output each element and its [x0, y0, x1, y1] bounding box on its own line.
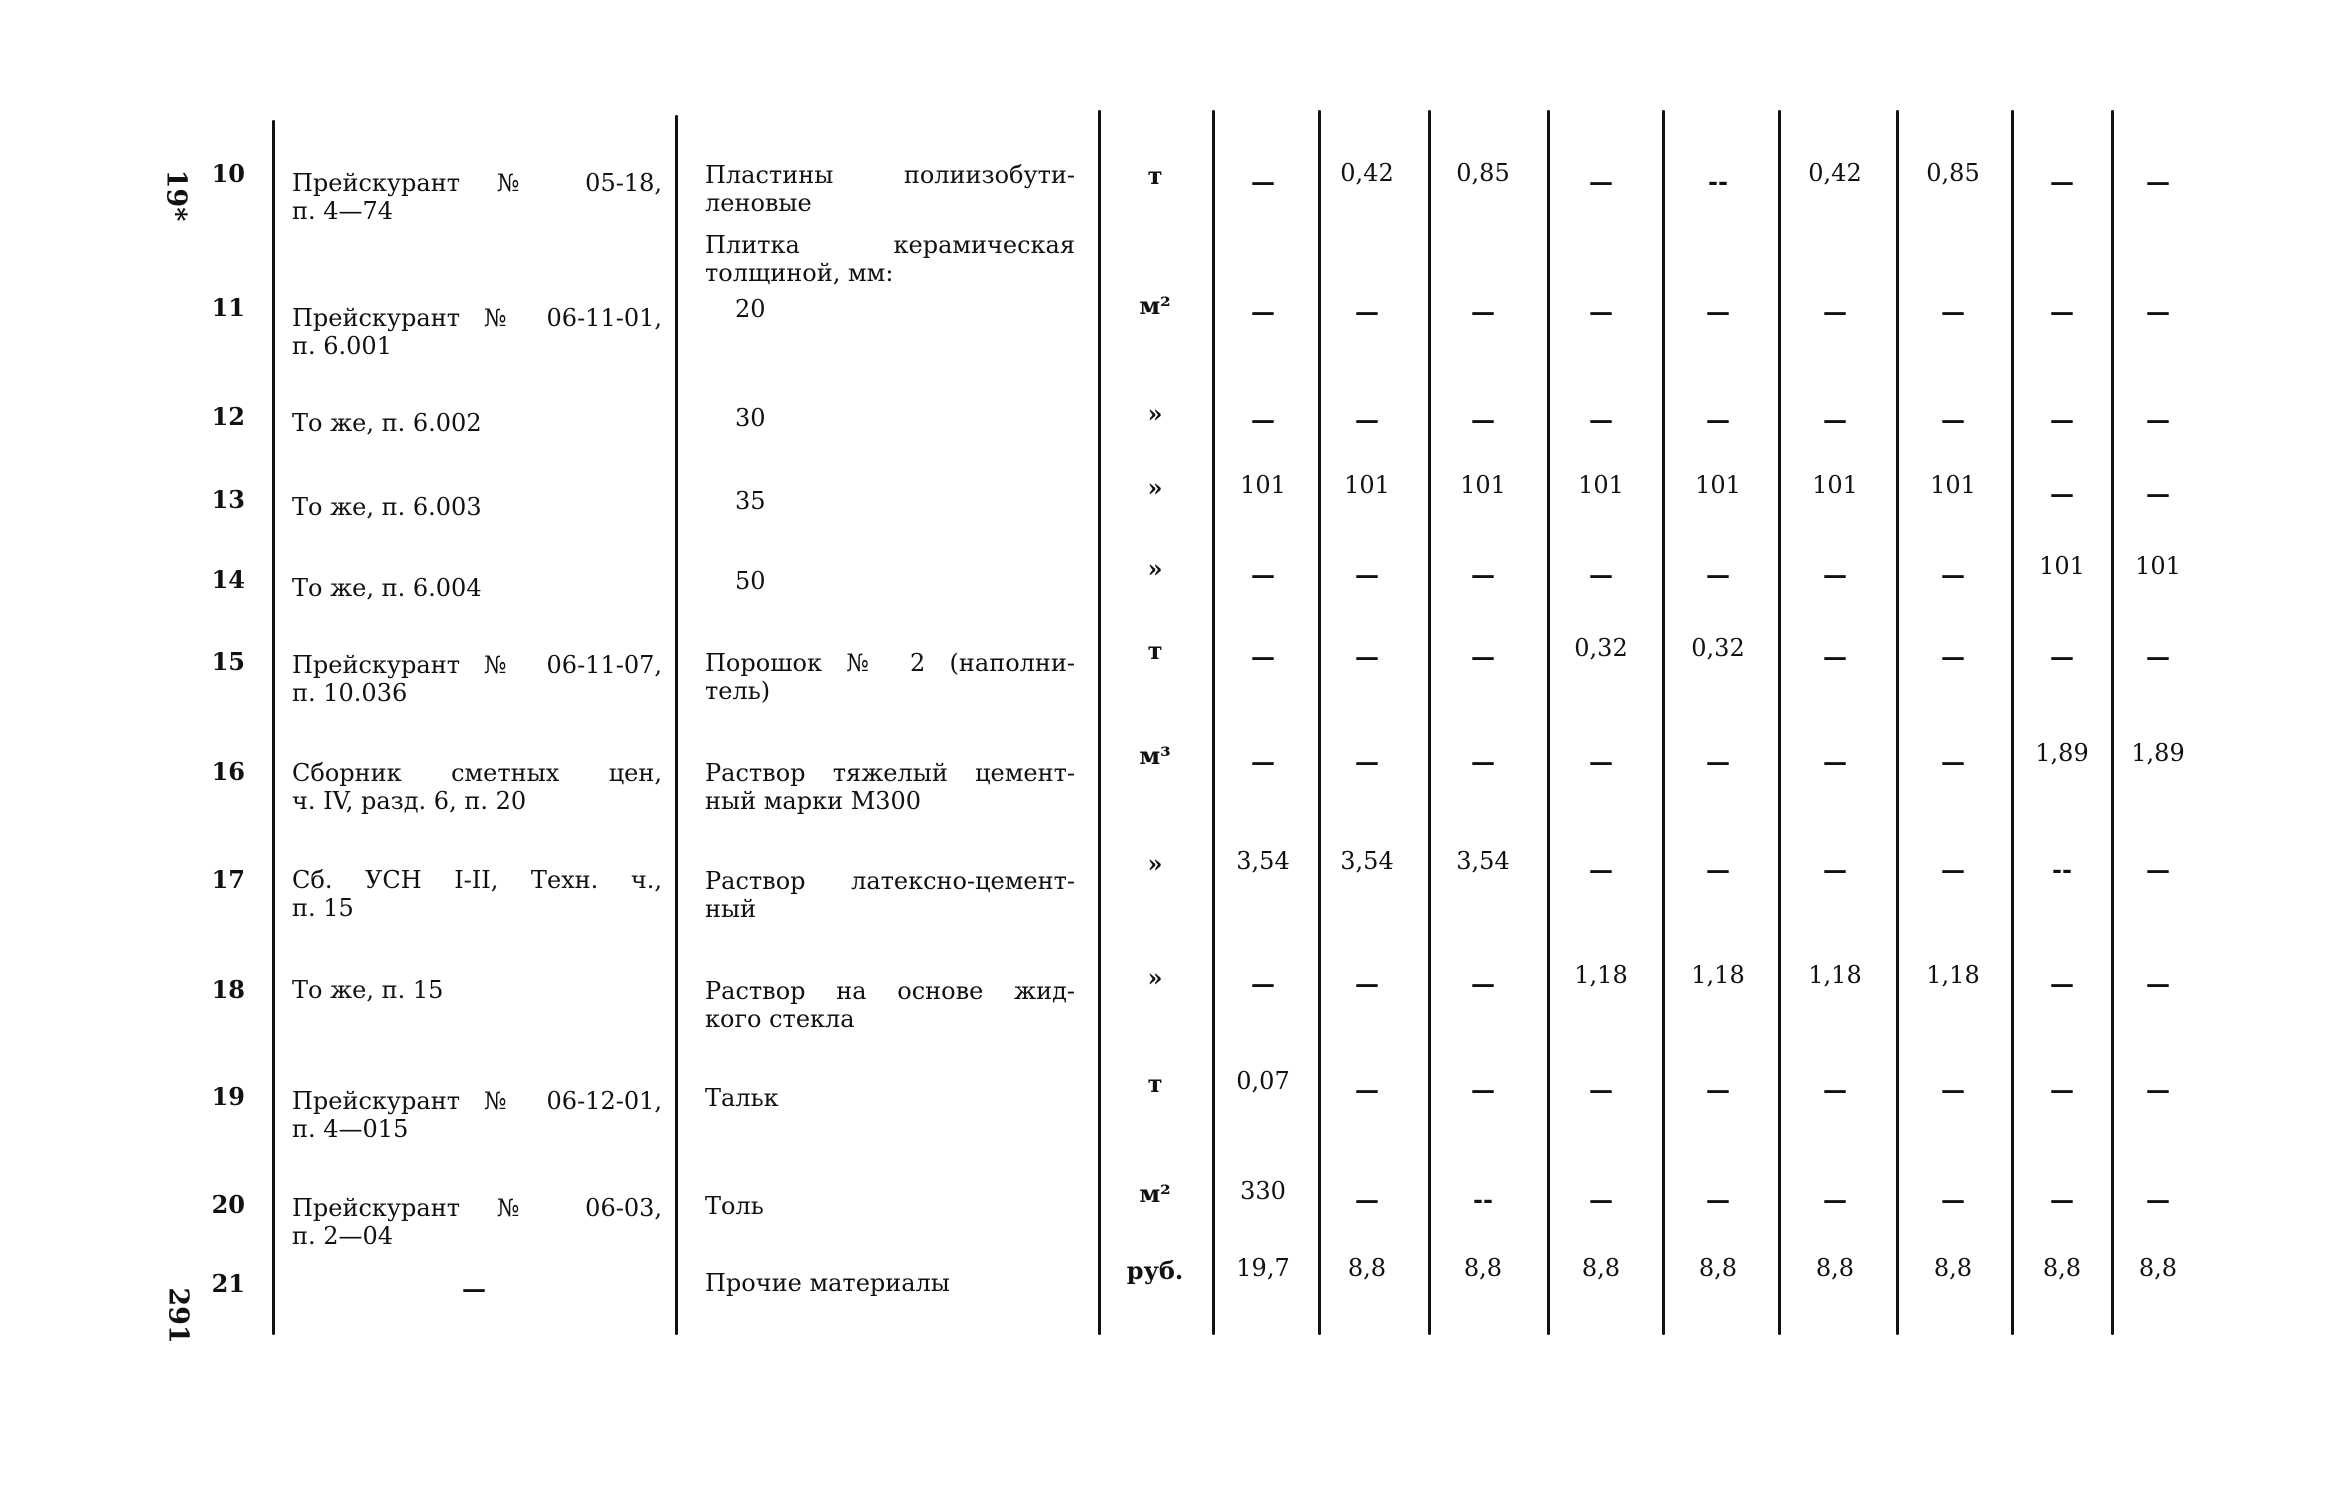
- quantity-value: —: [1941, 747, 1965, 776]
- material-name: Раствор латексно-цемент-: [705, 867, 1075, 895]
- quantity-value: 0,32: [1574, 634, 1628, 662]
- quantity-value: —: [1471, 560, 1495, 589]
- quantity-value: --: [2052, 855, 2072, 884]
- quantity-value: 101: [2039, 552, 2085, 580]
- quantity-value: —: [2050, 1185, 2074, 1214]
- quantity-value: —: [1589, 167, 1613, 196]
- quantity-value: —: [1251, 642, 1275, 671]
- material-name: 30: [735, 404, 766, 432]
- quantity-value: —: [1355, 969, 1379, 998]
- row-number: 21: [211, 1269, 245, 1298]
- quantity-value: —: [2146, 969, 2170, 998]
- material-name: Толь: [705, 1192, 764, 1220]
- source-reference: Сборник сметных цен,: [292, 759, 662, 787]
- quantity-value: —: [1823, 642, 1847, 671]
- material-name: 50: [735, 567, 766, 595]
- quantity-value: 0,85: [1456, 159, 1510, 187]
- quantity-value: —: [1706, 855, 1730, 884]
- quantity-value: 0,42: [1340, 159, 1394, 187]
- material-name: Порошок № 2 (наполни-: [705, 649, 1075, 677]
- row-number: 14: [211, 565, 245, 594]
- quantity-value: 8,8: [2138, 1254, 2178, 1282]
- source-reference: То же, п. 6.003: [292, 493, 482, 521]
- quantity-value: 8,8: [1463, 1254, 1503, 1282]
- material-name: Раствор на основе жид-: [705, 977, 1075, 1005]
- quantity-value: 8,8: [1933, 1254, 1973, 1282]
- column-rule: [1896, 110, 1899, 1335]
- quantity-value: —: [2050, 642, 2074, 671]
- quantity-value: —: [2050, 405, 2074, 434]
- quantity-value: 8,8: [1581, 1254, 1621, 1282]
- quantity-value: 101: [1812, 471, 1858, 499]
- quantity-value: 101: [1240, 471, 1286, 499]
- quantity-value: 3,54: [1236, 847, 1290, 875]
- quantity-value: —: [1355, 1075, 1379, 1104]
- quantity-value: —: [1941, 642, 1965, 671]
- material-name: Плитка керамическая: [705, 231, 1075, 259]
- source-reference: п. 15: [292, 894, 354, 922]
- quantity-value: —: [1471, 297, 1495, 326]
- quantity-value: 8,8: [1347, 1254, 1387, 1282]
- column-rule: [272, 120, 275, 1335]
- unit-of-measure: т: [1147, 161, 1163, 190]
- material-name: Тальк: [705, 1084, 779, 1112]
- column-rule: [1098, 110, 1101, 1335]
- quantity-value: 8,8: [1815, 1254, 1855, 1282]
- quantity-value: —: [1941, 1185, 1965, 1214]
- quantity-value: —: [1706, 297, 1730, 326]
- quantity-value: —: [2050, 297, 2074, 326]
- quantity-value: 0,42: [1808, 159, 1862, 187]
- quantity-value: —: [2146, 479, 2170, 508]
- quantity-value: —: [1355, 405, 1379, 434]
- unit-of-measure: »: [1147, 473, 1163, 502]
- quantity-value: —: [1251, 747, 1275, 776]
- source-reference: Прейскурант № 06-11-01,: [292, 304, 662, 332]
- quantity-value: —: [1589, 1075, 1613, 1104]
- quantity-value: —: [2146, 642, 2170, 671]
- quantity-value: —: [1251, 297, 1275, 326]
- row-number: 10: [211, 159, 245, 188]
- source-reference: п. 6.001: [292, 332, 392, 360]
- unit-of-measure: »: [1147, 849, 1163, 878]
- quantity-value: 330: [1240, 1177, 1286, 1205]
- quantity-value: —: [2050, 479, 2074, 508]
- quantity-value: 101: [1578, 471, 1624, 499]
- quantity-value: —: [2146, 405, 2170, 434]
- material-name: леновые: [705, 189, 812, 217]
- quantity-value: —: [1941, 560, 1965, 589]
- quantity-value: 8,8: [2042, 1254, 2082, 1282]
- quantity-value: 1,18: [1926, 961, 1980, 989]
- quantity-value: —: [1471, 1075, 1495, 1104]
- unit-of-measure: т: [1147, 1069, 1163, 1098]
- row-number: 16: [211, 757, 245, 786]
- source-reference: Прейскурант № 05-18,: [292, 169, 662, 197]
- quantity-value: —: [1251, 969, 1275, 998]
- unit-of-measure: т: [1147, 636, 1163, 665]
- column-rule: [1212, 110, 1215, 1335]
- source-reference: п. 4—74: [292, 197, 394, 225]
- quantity-value: —: [2050, 1075, 2074, 1104]
- quantity-value: 101: [1695, 471, 1741, 499]
- material-name: тель): [705, 677, 771, 705]
- source-reference: п. 4—015: [292, 1115, 409, 1143]
- quantity-value: —: [1941, 855, 1965, 884]
- row-number: 15: [211, 647, 245, 676]
- quantity-value: —: [1355, 560, 1379, 589]
- quantity-value: —: [1589, 297, 1613, 326]
- row-number: 11: [211, 293, 245, 322]
- material-name: кого стекла: [705, 1005, 855, 1033]
- material-name: Прочие материалы: [705, 1269, 950, 1297]
- quantity-value: —: [1589, 405, 1613, 434]
- column-rule: [2111, 110, 2114, 1335]
- quantity-value: --: [1473, 1185, 1493, 1214]
- source-reference: ч. IV, разд. 6, п. 20: [292, 787, 527, 815]
- quantity-value: —: [1471, 405, 1495, 434]
- quantity-value: —: [1941, 1075, 1965, 1104]
- source-reference: То же, п. 6.004: [292, 574, 482, 602]
- material-name: ный марки М300: [705, 787, 922, 815]
- quantity-value: —: [1589, 1185, 1613, 1214]
- quantity-value: 1,18: [1691, 961, 1745, 989]
- quantity-value: —: [1355, 1185, 1379, 1214]
- quantity-value: 0,32: [1691, 634, 1745, 662]
- quantity-value: —: [1706, 747, 1730, 776]
- quantity-value: —: [2146, 297, 2170, 326]
- material-name: 35: [735, 487, 766, 515]
- source-reference: п. 2—04: [292, 1222, 394, 1250]
- source-reference: Прейскурант № 06-03,: [292, 1194, 662, 1222]
- quantity-value: —: [1355, 642, 1379, 671]
- source-reference: п. 10.036: [292, 679, 408, 707]
- quantity-value: —: [1589, 747, 1613, 776]
- quantity-value: 1,18: [1808, 961, 1862, 989]
- unit-of-measure: »: [1147, 963, 1163, 992]
- quantity-value: —: [1706, 1185, 1730, 1214]
- source-reference: Прейскурант № 06-12-01,: [292, 1087, 662, 1115]
- quantity-value: —: [1823, 855, 1847, 884]
- quantity-value: —: [1251, 167, 1275, 196]
- material-name: ный: [705, 895, 757, 923]
- margin-label-bottom: 291: [162, 1287, 194, 1344]
- material-name: Пластины полиизобути-: [705, 161, 1075, 189]
- quantity-value: —: [1706, 405, 1730, 434]
- source-reference: —: [462, 1274, 486, 1303]
- quantity-value: —: [1589, 560, 1613, 589]
- quantity-value: —: [2050, 167, 2074, 196]
- quantity-value: —: [2146, 1185, 2170, 1214]
- column-rule: [1318, 110, 1321, 1335]
- quantity-value: —: [1823, 560, 1847, 589]
- quantity-value: 101: [1344, 471, 1390, 499]
- quantity-value: 0,07: [1236, 1067, 1290, 1095]
- quantity-value: —: [2146, 855, 2170, 884]
- column-rule: [2011, 110, 2014, 1335]
- quantity-value: 1,89: [2035, 739, 2089, 767]
- quantity-value: —: [1706, 1075, 1730, 1104]
- quantity-value: --: [1708, 167, 1728, 196]
- margin-label-top: 19*: [160, 169, 192, 222]
- quantity-value: 101: [1460, 471, 1506, 499]
- quantity-value: —: [1941, 405, 1965, 434]
- quantity-value: 19,7: [1236, 1254, 1290, 1282]
- source-reference: Прейскурант № 06-11-07,: [292, 651, 662, 679]
- unit-of-measure: »: [1147, 399, 1163, 428]
- quantity-value: —: [2146, 1075, 2170, 1104]
- quantity-value: 101: [2135, 552, 2181, 580]
- quantity-value: 8,8: [1698, 1254, 1738, 1282]
- material-name: Раствор тяжелый цемент-: [705, 759, 1075, 787]
- quantity-value: —: [1706, 560, 1730, 589]
- quantity-value: —: [1823, 1075, 1847, 1104]
- row-number: 17: [211, 865, 245, 894]
- quantity-value: —: [1941, 297, 1965, 326]
- quantity-value: —: [1355, 747, 1379, 776]
- column-rule: [1547, 110, 1550, 1335]
- quantity-value: —: [1823, 297, 1847, 326]
- quantity-value: —: [2050, 969, 2074, 998]
- quantity-value: 101: [1930, 471, 1976, 499]
- quantity-value: —: [1471, 747, 1495, 776]
- quantity-value: —: [1589, 855, 1613, 884]
- row-number: 13: [211, 485, 245, 514]
- material-name: толщиной, мм:: [705, 259, 894, 287]
- unit-of-measure: руб.: [1126, 1256, 1184, 1285]
- material-name: 20: [735, 295, 766, 323]
- quantity-value: —: [1823, 747, 1847, 776]
- quantity-value: —: [1251, 405, 1275, 434]
- column-rule: [675, 115, 678, 1335]
- quantity-value: 1,18: [1574, 961, 1628, 989]
- column-rule: [1662, 110, 1665, 1335]
- unit-of-measure: м³: [1139, 741, 1171, 770]
- quantity-value: —: [1251, 560, 1275, 589]
- quantity-value: 0,85: [1926, 159, 1980, 187]
- quantity-value: —: [2146, 167, 2170, 196]
- row-number: 12: [211, 402, 245, 431]
- source-reference: То же, п. 15: [292, 976, 444, 1004]
- unit-of-measure: м²: [1139, 1179, 1171, 1208]
- quantity-value: —: [1471, 642, 1495, 671]
- quantity-value: 3,54: [1340, 847, 1394, 875]
- quantity-value: 1,89: [2131, 739, 2185, 767]
- source-reference: То же, п. 6.002: [292, 409, 482, 437]
- quantity-value: —: [1823, 405, 1847, 434]
- unit-of-measure: м²: [1139, 291, 1171, 320]
- source-reference: Сб. УСН I-II, Техн. ч.,: [292, 866, 662, 894]
- unit-of-measure: »: [1147, 554, 1163, 583]
- quantity-value: —: [1355, 297, 1379, 326]
- quantity-value: —: [1471, 969, 1495, 998]
- row-number: 20: [211, 1190, 245, 1219]
- column-rule: [1428, 110, 1431, 1335]
- column-rule: [1778, 110, 1781, 1335]
- row-number: 19: [211, 1082, 245, 1111]
- quantity-value: —: [1823, 1185, 1847, 1214]
- row-number: 18: [211, 975, 245, 1004]
- quantity-value: 3,54: [1456, 847, 1510, 875]
